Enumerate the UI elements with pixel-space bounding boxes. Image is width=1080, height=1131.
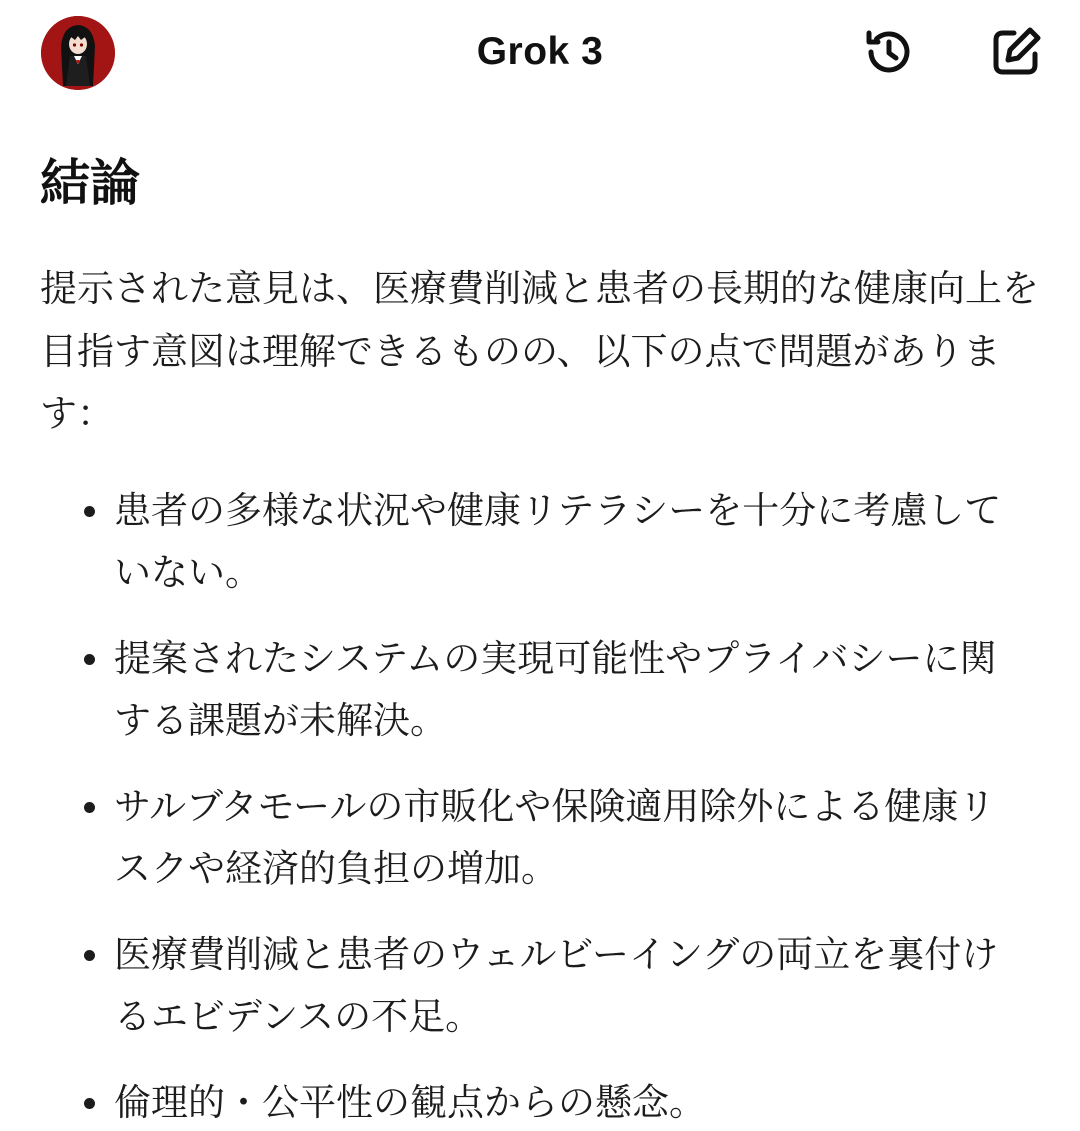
new-chat-button[interactable] — [988, 24, 1044, 80]
history-button[interactable] — [861, 24, 917, 80]
avatar[interactable] — [41, 16, 115, 90]
bullet-dot-icon — [84, 950, 95, 961]
list-item — [40, 1072, 1030, 1131]
bullet-dot-icon — [84, 506, 95, 517]
avatar-image — [41, 16, 115, 90]
bullet-dot-icon — [84, 1098, 95, 1109]
bullet-dot-icon — [84, 654, 95, 665]
history-icon — [861, 24, 917, 80]
list-item-text: サルブタモールの市販化や保険適用除外による健康リスクや経済的負担の増加。 — [114, 784, 996, 890]
list-item-text: 患者の多様な状況や健康リテラシーを十分に考慮していない。 — [114, 488, 1002, 594]
message-intro: 提示された意見は、医療費削減と患者の長期的な健康向上を目指す意図は理解できるものの、以下の点で問題があります： — [40, 267, 1039, 435]
bullet-dot-icon — [84, 802, 95, 813]
bullet-list — [40, 480, 1040, 1131]
list-item — [40, 480, 1030, 605]
message-heading: 結論 — [40, 154, 140, 212]
top-bar — [0, 0, 1080, 110]
list-item-text: 倫理的・公平性の観点からの懸念。 — [114, 1080, 706, 1124]
new-chat-icon — [988, 24, 1044, 80]
list-item — [40, 628, 1030, 753]
list-item-text: 提案されたシステムの実現可能性やプライバシーに関する課題が未解決。 — [114, 636, 997, 742]
header-title: Grok 3 — [476, 30, 604, 73]
list-item — [40, 924, 1030, 1049]
assistant-message — [40, 148, 1040, 1131]
list-item-text: 医療費削減と患者のウェルビーイングの両立を裏付けるエビデンスの不足。 — [114, 932, 999, 1038]
list-item — [40, 776, 1030, 901]
